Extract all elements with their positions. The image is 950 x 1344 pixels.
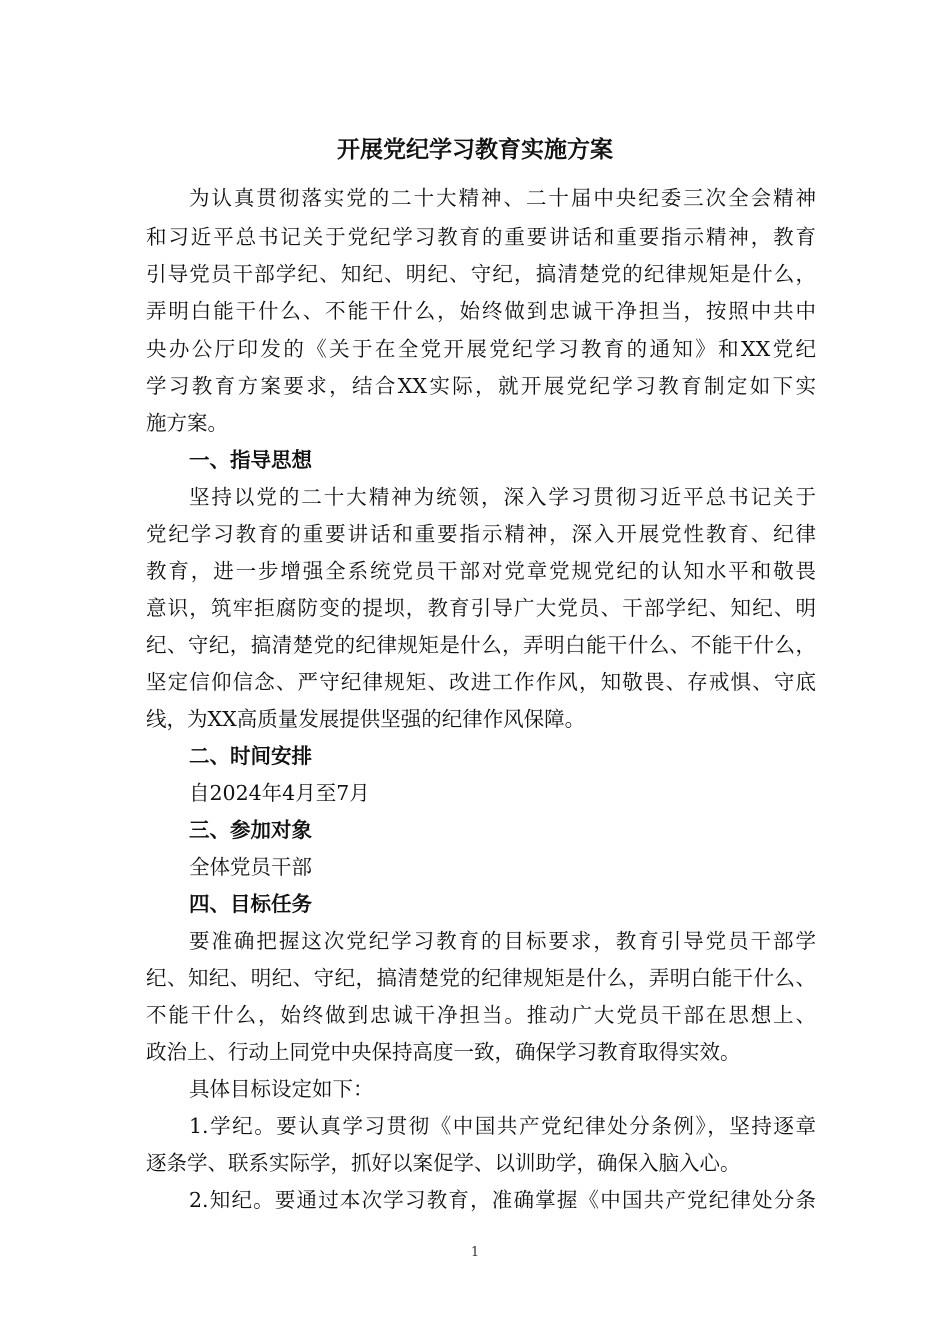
item-learn-discipline: 逐条学、联系实际学，抓好以案促学、以训助学，确保入脑入心。 xyxy=(146,1151,741,1175)
section1-line: 教育，进一步增强全系统党员干部对党章党规党纪的认知水平和敬畏 xyxy=(146,559,816,583)
page-number: 1 xyxy=(470,1245,480,1260)
section1-line: 纪、守纪，搞清楚党的纪律规矩是什么，弄明白能干什么、不能干什么， xyxy=(146,633,816,657)
section4-line: 纪、知纪、明纪、守纪，搞清楚党的纪律规矩是什么，弄明白能干什么、 xyxy=(146,966,816,990)
objectives-subintro: 具体目标设定如下： xyxy=(189,1077,374,1101)
item-learn-discipline: 1.学纪。要认真学习贯彻《中国共产党纪律处分条例》，坚持逐章 xyxy=(189,1114,816,1138)
intro-line: 央办公厅印发的《关于在全党开展党纪学习教育的通知》和XX党纪 xyxy=(146,337,816,361)
intro-line: 和习近平总书记关于党纪学习教育的重要讲话和重要指示精神，教育 xyxy=(146,225,816,249)
document-title: 开展党纪学习教育实施方案 xyxy=(337,136,613,163)
item-know-discipline: 2.知纪。要通过本次学习教育，准确掌握《中国共产党纪律处分条 xyxy=(189,1188,816,1212)
schedule-text: 自2024年4月至7月 xyxy=(189,781,370,805)
section1-line: 坚持以党的二十大精神为统领，深入学习贯彻习近平总书记关于 xyxy=(189,485,816,509)
section1-line: 线，为XX高质量发展提供坚强的纪律作风保障。 xyxy=(146,707,586,731)
section-heading-objectives: 四、目标任务 xyxy=(189,892,312,916)
section4-line: 政治上、行动上同党中央保持高度一致，确保学习教育取得实效。 xyxy=(146,1040,741,1064)
section4-line: 要准确把握这次党纪学习教育的目标要求，教育引导党员干部学 xyxy=(189,929,816,953)
section1-line: 意识，筑牢拒腐防变的提坝，教育引导广大党员、干部学纪、知纪、明 xyxy=(146,596,816,620)
section1-line: 坚定信仰信念、严守纪律规矩、改进工作作风，知敬畏、存戒惧、守底 xyxy=(146,670,816,694)
section1-line: 党纪学习教育的重要讲话和重要指示精神，深入开展党性教育、纪律 xyxy=(146,522,816,546)
section4-line: 不能干什么，始终做到忠诚干净担当。推动广大党员干部在思想上、 xyxy=(146,1003,816,1027)
participants-text: 全体党员干部 xyxy=(189,855,312,879)
section-heading-participants: 三、参加对象 xyxy=(189,818,312,842)
intro-line: 引导党员干部学纪、知纪、明纪、守纪，搞清楚党的纪律规矩是什么， xyxy=(146,262,816,286)
intro-line: 弄明白能干什么、不能干什么，始终做到忠诚干净担当，按照中共中 xyxy=(146,299,816,323)
section-heading-guiding-ideology: 一、指导思想 xyxy=(189,448,312,472)
intro-line: 学习教育方案要求，结合XX实际，就开展党纪学习教育制定如下实 xyxy=(146,374,816,398)
intro-line: 为认真贯彻落实党的二十大精神、二十届中央纪委三次全会精神 xyxy=(189,186,816,210)
intro-line: 施方案。 xyxy=(146,411,228,435)
section-heading-schedule: 二、时间安排 xyxy=(189,744,312,768)
